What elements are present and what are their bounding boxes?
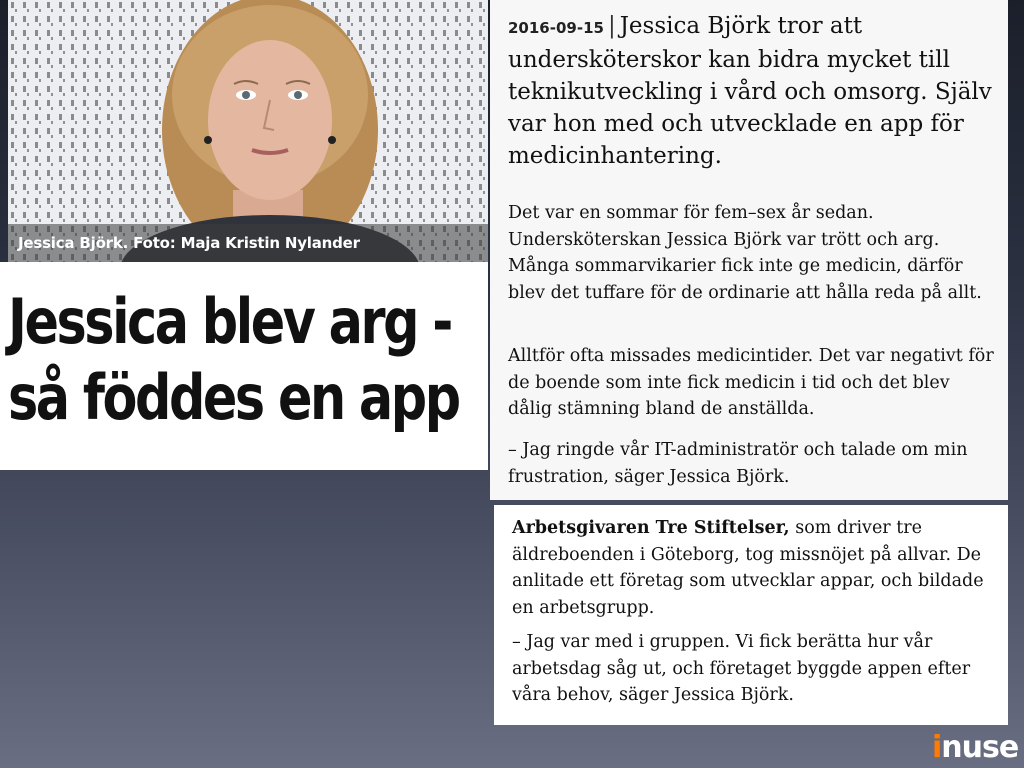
article-body-top bbox=[490, 0, 1008, 500]
date-separator: | bbox=[607, 13, 616, 39]
lead-text: Jessica Björk tror att undersköterskor kan bidra mycket till teknikutveckling i vård och omsorg. Själv var hon med och utvecklade en app för medicinhantering. bbox=[508, 13, 992, 169]
paragraph-2: Alltför ofta missades medicintider. Det var negativt för de boende som inte fick medicin i tid och det blev dålig stämning bland de anställda. bbox=[508, 346, 994, 419]
headline-line-2: så föddes en app bbox=[8, 361, 459, 434]
paragraph-3: – Jag ringde vår IT-administratör och talade om min frustration, säger Jessica Björk. bbox=[508, 440, 968, 487]
portrait-illustration bbox=[8, 0, 488, 262]
photo-caption: Jessica Björk. Foto: Maja Kristin Nylander bbox=[18, 234, 360, 252]
article-photo bbox=[8, 0, 488, 262]
paragraph-1: Det var en sommar för fem–sex år sedan. Undersköterskan Jessica Björk var trött och arg. Många sommarvikarier fick inte ge medicin, därför blev det tuffare för de ordinarie att hålla reda på allt. bbox=[508, 203, 982, 303]
paragraph-5: – Jag var med i gruppen. Vi fick berätta hur vår arbetsdag såg ut, och företaget byggde appen efter våra behov, säger Jessica Björk. bbox=[512, 632, 971, 705]
article-headline bbox=[8, 284, 459, 436]
headline-panel bbox=[0, 262, 488, 470]
logo-prefix: i bbox=[932, 730, 942, 765]
article-lead bbox=[508, 10, 998, 172]
inuse-logo bbox=[932, 730, 1018, 765]
article-date: 2016-09-15 bbox=[508, 19, 604, 37]
logo-rest: nuse bbox=[941, 730, 1019, 765]
article-body-bottom bbox=[494, 505, 1008, 725]
paragraph-4 bbox=[512, 515, 1002, 621]
headline-line-1: Jessica blev arg - bbox=[8, 285, 451, 358]
employer-name: Arbetsgivaren Tre Stiftelser, bbox=[512, 518, 790, 538]
paragraph-4-text: som driver tre äldreboenden i Göteborg, tog missnöjet på allvar. De anlitade ett företag som utvecklar appar, och bildade en arbetsgrupp. bbox=[512, 518, 984, 618]
